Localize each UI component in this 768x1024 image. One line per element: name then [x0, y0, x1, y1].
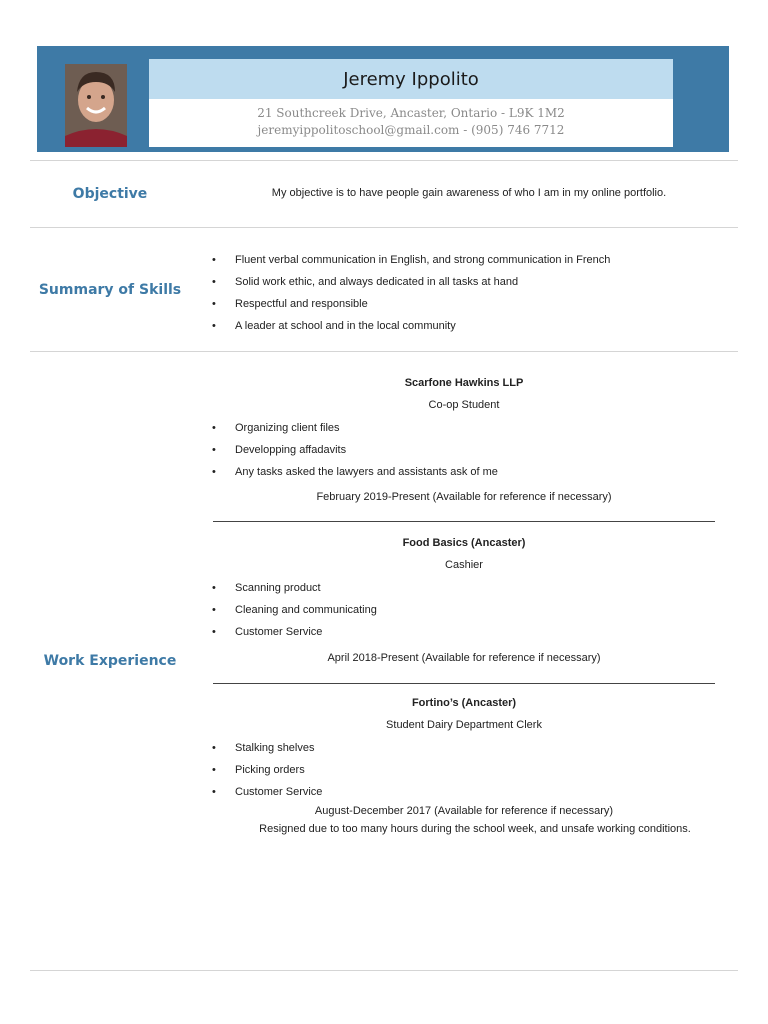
skills-heading: Summary of Skills: [38, 282, 182, 298]
list-item: • Developping affadavits: [210, 443, 498, 465]
job-company: Scarfone Hawkins LLP: [404, 377, 524, 389]
list-item: • A leader at school and in the local community: [210, 319, 610, 341]
list-item: • Customer Service: [210, 785, 322, 807]
list-item: • Scanning product: [210, 581, 377, 603]
page-bottom-divider: [30, 970, 738, 971]
portrait-image: [65, 64, 127, 147]
job-company: Food Basics (Ancaster): [402, 537, 526, 549]
job-separator: [213, 683, 715, 684]
address-line: 21 Southcreek Drive, Ancaster, Ontario - L9K 1M2: [257, 106, 565, 120]
list-item: • Picking orders: [210, 763, 322, 785]
job-note: Resigned due to too many hours during the school week, and unsafe working conditions.: [259, 823, 691, 835]
list-item: • Customer Service: [210, 625, 377, 647]
list-item: • Any tasks asked the lawyers and assistants ask of me: [210, 465, 498, 487]
job-role: Co-op Student: [428, 399, 500, 411]
job-separator: [213, 521, 715, 522]
profile-photo: [65, 64, 127, 147]
email-phone-line: jeremyippolitoschool@gmail.com - (905) 746 7712: [257, 123, 565, 137]
section-divider: [30, 227, 738, 228]
list-item: • Cleaning and communicating: [210, 603, 377, 625]
resume-name: Jeremy Ippolito: [149, 59, 673, 99]
job-dates: August-December 2017 (Available for reference if necessary): [314, 805, 614, 817]
contact-block: [149, 99, 673, 147]
list-item: • Solid work ethic, and always dedicated in all tasks at hand: [210, 275, 610, 297]
job-dates: February 2019-Present (Available for reference if necessary): [316, 491, 612, 503]
work-heading: Work Experience: [43, 653, 177, 669]
objective-text: My objective is to have people gain awareness of who I am in my online portfolio.: [271, 187, 667, 199]
duties-list: [210, 421, 498, 487]
section-divider: [30, 351, 738, 352]
objective-heading: Objective: [72, 186, 148, 202]
job-company: Fortino’s (Ancaster): [411, 697, 517, 709]
header-banner: [37, 46, 729, 152]
job-dates: April 2018-Present (Available for reference if necessary): [327, 652, 601, 664]
duties-list: [210, 581, 377, 647]
skills-list: [210, 253, 610, 341]
section-divider: [30, 160, 738, 161]
job-role: Cashier: [445, 559, 483, 571]
list-item: • Respectful and responsible: [210, 297, 610, 319]
job-role: Student Dairy Department Clerk: [386, 719, 542, 731]
list-item: • Stalking shelves: [210, 741, 322, 763]
list-item: • Fluent verbal communication in English, and strong communication in French: [210, 253, 610, 275]
list-item: • Organizing client files: [210, 421, 498, 443]
duties-list: [210, 741, 322, 807]
